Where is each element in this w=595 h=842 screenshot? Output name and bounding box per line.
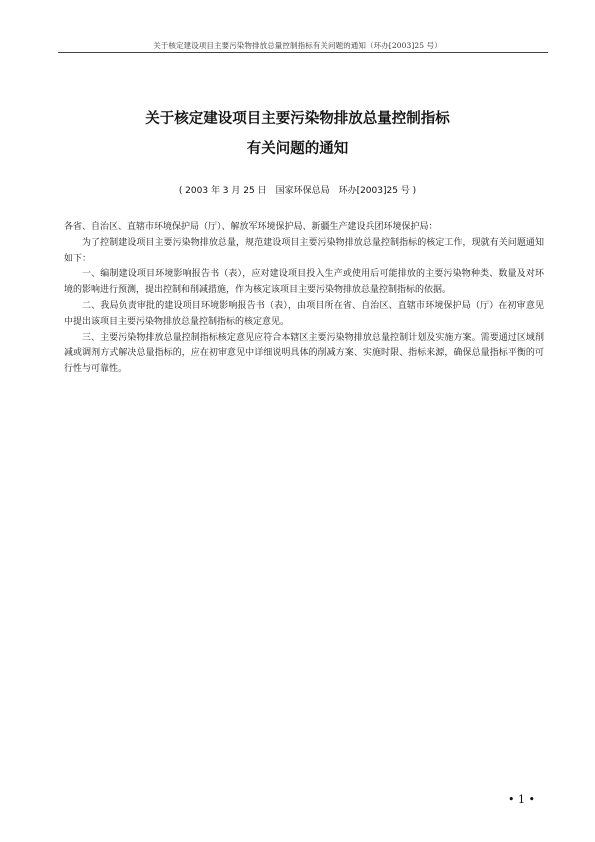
page-number: • 1 • — [508, 793, 535, 806]
header-rule — [58, 52, 548, 53]
salutation: 各省、自治区、直辖市环境保护局（厅）、解放军环境保护局、新疆生产建设兵团环境保护局： — [64, 222, 438, 232]
item-3-paragraph: 三、主要污染物排放总量控制指标核定意见应符合本辖区主要污染物排放总量控制计划及实施方案。需要通过区域削减或调剂方式解决总量指标的，应在初审意见中详细说明具体的削减方案、实施时限、指标来源，确保总量指标平衡的可行性与可靠性。 — [64, 332, 544, 375]
intro-paragraph: 为了控制建设项目主要污染物排放总量，规范建设项目主要污染物排放总量控制指标的核定工作，现就有关问题通知如下： — [64, 237, 544, 264]
document-body — [64, 220, 544, 378]
document-title-line-2: 有关问题的通知 — [246, 141, 349, 157]
item-2-paragraph: 二、我局负责审批的建设项目环境影响报告书（表），由项目所在省、自治区、直辖市环境保护局（厅）在初审意见中提出该项目主要污染物排放总量控制指标的核定意见。 — [64, 300, 544, 327]
document-title-line-1: 关于核定建设项目主要污染物排放总量控制指标 — [145, 111, 450, 127]
running-header: 关于核定建设项目主要污染物排放总量控制指标有关问题的通知（环办[2003]25 号） — [153, 41, 442, 50]
issue-info: ( 2003 年 3 月 25 日 国家环保总局 环办[2003]25 号 ) — [178, 186, 417, 196]
item-1-paragraph: 一、编制建设项目环境影响报告书（表），应对建设项目投入生产或使用后可能排放的主要污染物种类、数量及对环境的影响进行预测，提出控制和削减措施，作为核定该项目主要污染物排放总量控制指标的依据。 — [64, 269, 544, 296]
